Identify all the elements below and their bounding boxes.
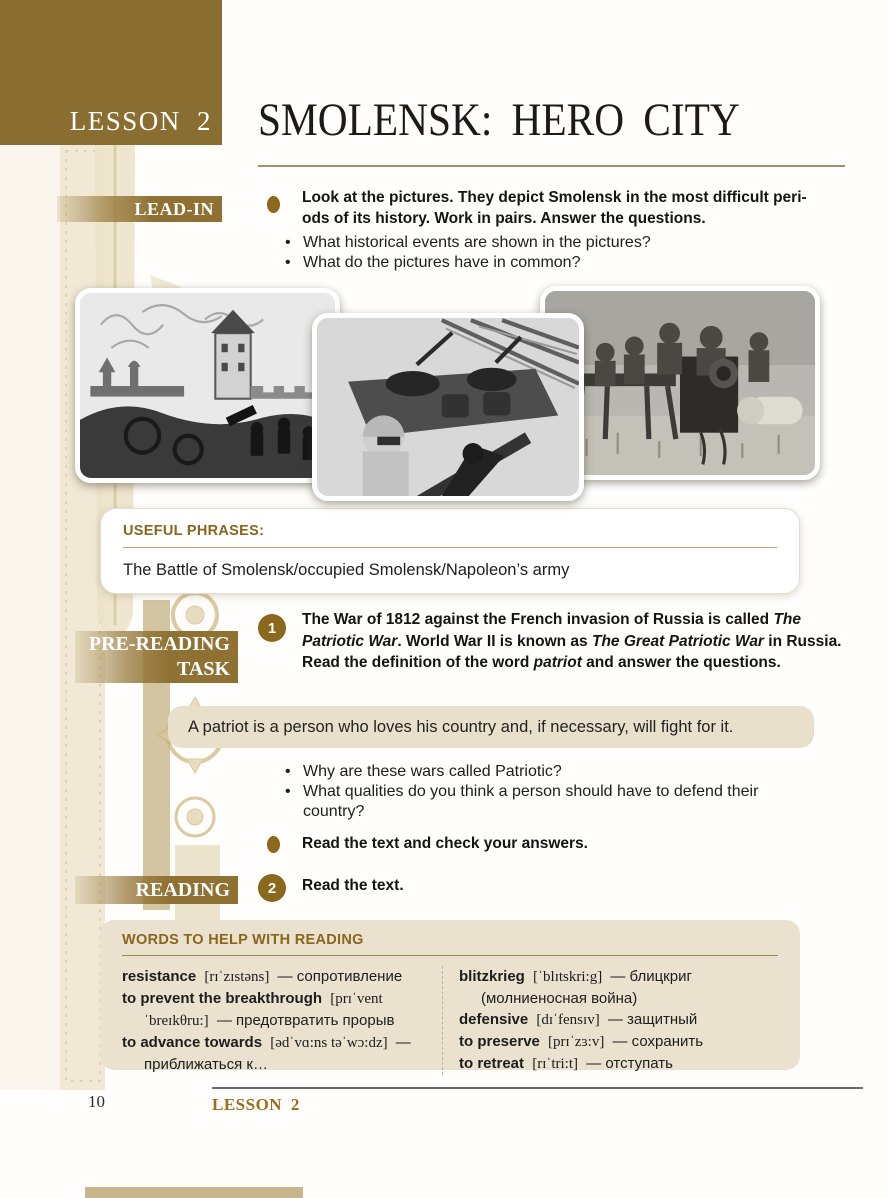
vocab-entry [459, 1031, 778, 1053]
vocab-transcription: [rɪˈzɪstəns] [204, 969, 270, 985]
pre-reading-task-text [302, 609, 854, 674]
vocab-entry [122, 988, 428, 1032]
task-segment: in Russia. Read the definition of the word [302, 632, 842, 671]
vocab-translation: — защитный [607, 1011, 698, 1028]
vocab-transcription: [prɪˈzɜ:v] [548, 1034, 605, 1050]
words-box-rule [122, 955, 778, 956]
vocab-column-left [122, 966, 442, 1075]
lead-in-label: LEAD-IN [134, 198, 214, 219]
pre-reading-questions [285, 762, 815, 822]
words-box-heading: WORDS TO HELP WITH READING [122, 932, 364, 948]
vocab-entry [459, 966, 778, 1009]
page-number: 10 [88, 1092, 105, 1111]
title-rule [258, 165, 845, 167]
task-number-badge [258, 874, 286, 902]
question-item [285, 782, 815, 822]
task-number: 1 [267, 619, 277, 637]
check-answers-instruction: Read the text and check your answers. [302, 835, 588, 852]
vocab-term: defensive [459, 1011, 529, 1028]
vocab-column-right [442, 966, 778, 1075]
lead-in-instruction [302, 187, 862, 229]
words-box [100, 920, 800, 1073]
question-item [285, 253, 845, 273]
vocab-translation: — сохранить [612, 1033, 704, 1050]
task-number-badge [258, 614, 286, 642]
task-segment: and answer the questions. [581, 654, 781, 671]
patriot-definition-box [168, 706, 814, 748]
task-segment: . World War II is known as [397, 632, 592, 650]
vocab-translation: — приближаться к… [144, 1034, 411, 1073]
task-segment-italic: The Great Patriotic War [591, 632, 764, 650]
bullet-dot-icon [285, 233, 303, 253]
page-title: SMOLENSK: HERO CITY [258, 94, 740, 146]
vocab-entry [122, 1032, 428, 1075]
bullet-dot-icon [285, 782, 303, 822]
lesson-block [0, 0, 222, 145]
vocab-term: to retreat [459, 1055, 525, 1072]
useful-phrases-heading: USEFUL PHRASES: [123, 523, 265, 539]
vocab-term: to preserve [459, 1033, 540, 1050]
question-text: What qualities do you think a person should have to defend their country? [303, 783, 759, 820]
footer-lesson-label: LESSON 2 [212, 1095, 300, 1114]
vocab-translation: — блицкриг (молниеносная война) [481, 968, 692, 1007]
reading-label: READING [135, 878, 230, 901]
footer-rule [212, 1087, 863, 1089]
lesson-label: LESSON 2 [69, 106, 212, 136]
section-band-pre-reading [75, 631, 238, 683]
vocab-term: to prevent the breakthrough [122, 990, 323, 1007]
pre-reading-label-line2: TASK [177, 658, 230, 680]
vocab-term: blitzkrieg [459, 968, 525, 985]
question-text: Why are these wars called Patriotic? [303, 763, 562, 780]
lead-in-questions [285, 233, 845, 273]
task-segment-italic: patriot [533, 654, 582, 671]
vocab-translation: — сопротивление [277, 968, 403, 985]
task-segment-italic: The Patriotic War [302, 611, 802, 650]
question-text: What do the pictures have in common? [303, 254, 581, 271]
vocab-entry [459, 1053, 778, 1075]
vocab-translation: — предотвратить прорыв [216, 1012, 395, 1029]
vocab-translation: — отступать [586, 1055, 673, 1072]
vocab-transcription: [ədˈvɑ:ns təˈwɔ:dz] [270, 1035, 388, 1051]
instruction-line: ods of its history. Work in pairs. Answer the questions. [302, 210, 706, 227]
bullet-dot-icon [285, 762, 303, 782]
bottom-ornament-strip [85, 1187, 303, 1198]
task-segment: The War of 1812 against the French invasion of Russia is called [302, 611, 774, 628]
gold-bullet-icon [267, 196, 280, 213]
section-band-lead-in [57, 196, 222, 222]
question-text: What historical events are shown in the pictures? [303, 234, 651, 251]
useful-phrase-text: The Battle of Smolensk/occupied Smolensk/Napoleon’s army [123, 561, 570, 579]
photo-battle-of-smolensk-engraving [75, 288, 340, 483]
vocab-transcription: [rɪˈtri:t] [532, 1056, 579, 1072]
vocab-entry [459, 1009, 778, 1031]
vocab-term: to advance towards [122, 1034, 263, 1051]
question-item [285, 233, 845, 253]
vocab-entry [122, 966, 428, 988]
patriot-definition: A patriot is a person who loves his country and, if necessary, will fight for it. [188, 717, 734, 736]
pre-reading-label-line1: PRE-READING [88, 633, 230, 655]
useful-phrases-rule [123, 547, 777, 548]
vocab-transcription: [ˈblɪtskri:g] [533, 969, 603, 985]
vocab-transcription: [prɪˈvent ˈbreɪkθru:] [144, 991, 383, 1029]
vocab-term: resistance [122, 968, 197, 985]
gold-bullet-icon [267, 836, 280, 853]
photo-armored-train-aa-gun [312, 313, 584, 501]
task-number: 2 [267, 879, 277, 897]
bullet-dot-icon [285, 253, 303, 273]
reading-instruction: Read the text. [302, 877, 404, 894]
vocab-transcription: [dɪˈfensɪv] [536, 1012, 600, 1028]
question-item [285, 762, 815, 782]
section-band-reading [75, 876, 238, 904]
instruction-line: Look at the pictures. They depict Smolensk in the most difficult peri- [302, 189, 807, 206]
useful-phrases-box [100, 508, 800, 594]
